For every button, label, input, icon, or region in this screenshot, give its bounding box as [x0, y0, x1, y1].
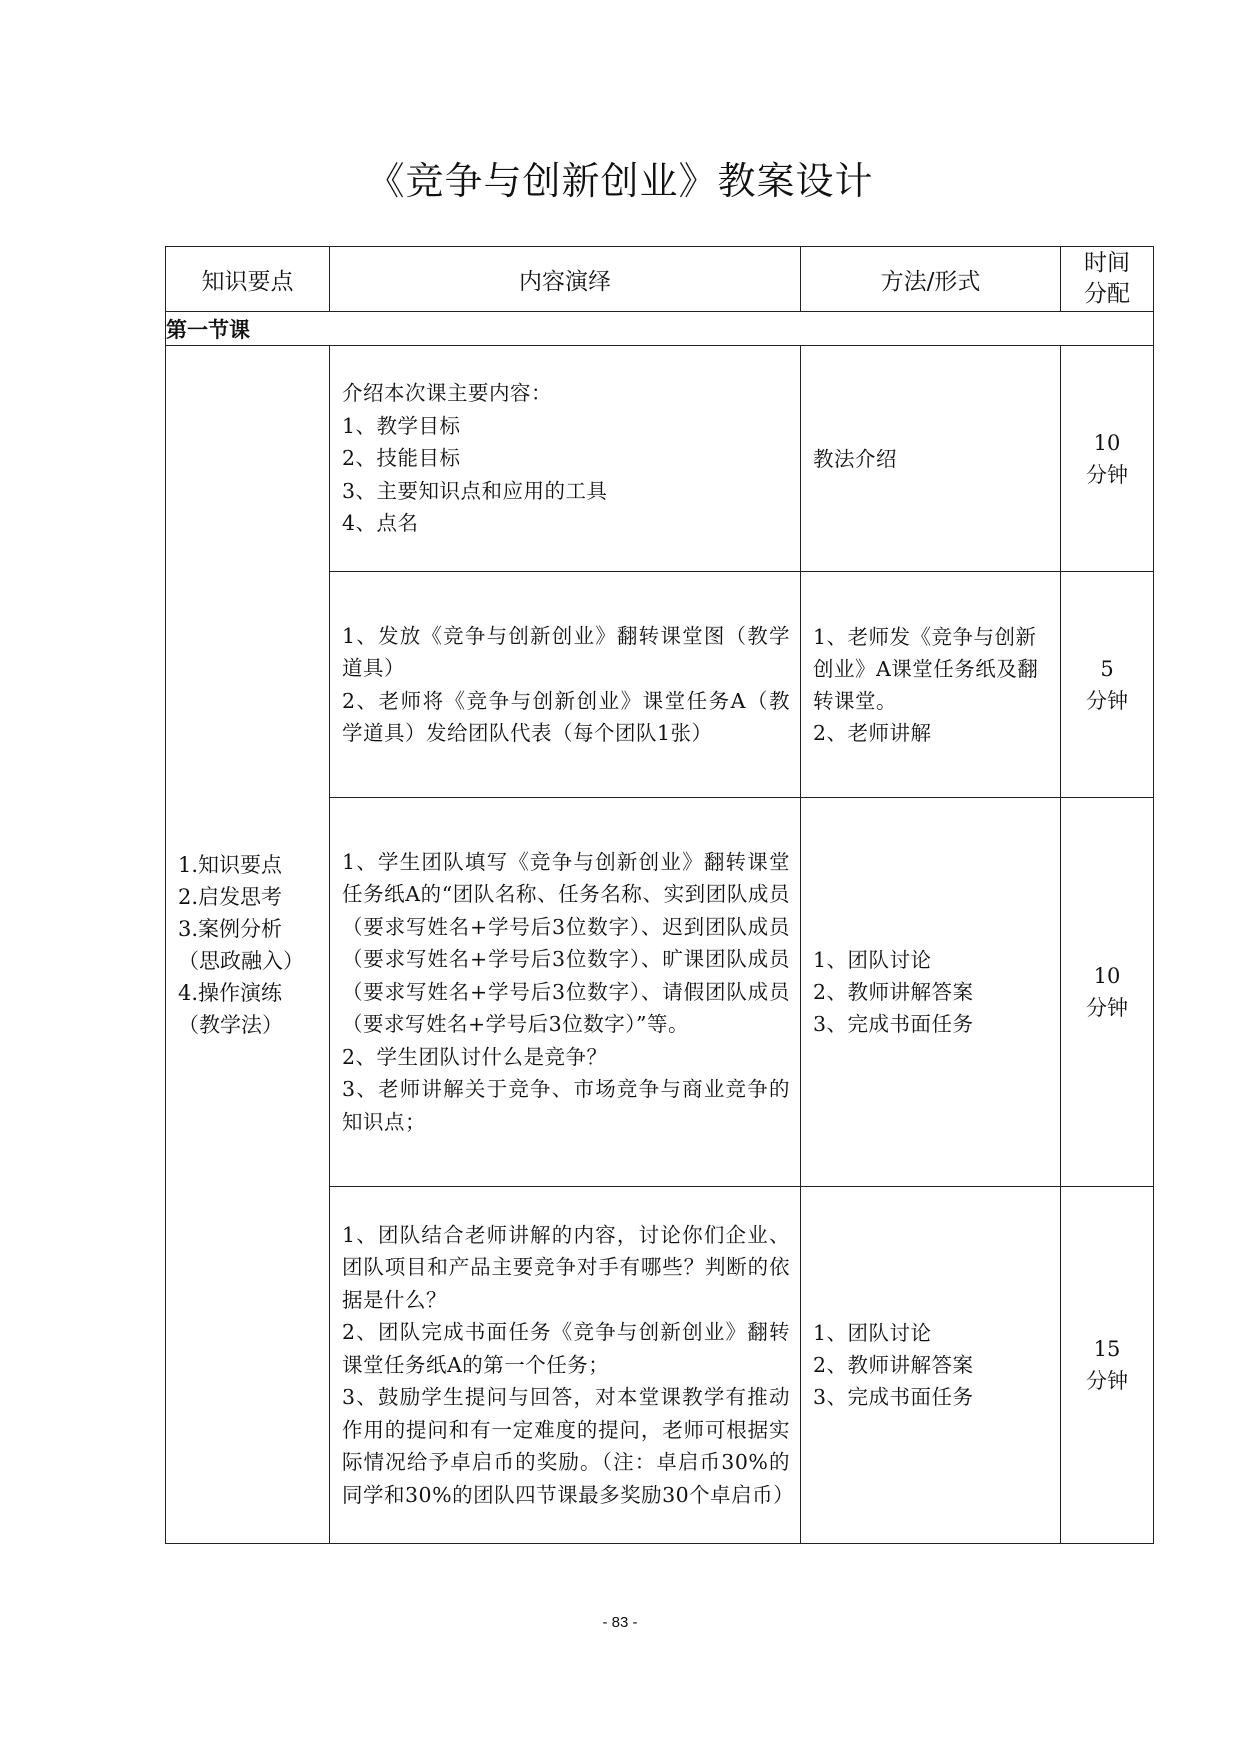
page-number: - 83 - [602, 1614, 638, 1631]
content-line: 3、主要知识点和应用的工具 [342, 478, 608, 503]
method-line: 教法介绍 [813, 446, 897, 471]
content-line: 2、团队完成书面任务《竞争与创新创业》翻转课堂任务纸A的第一个任务； [342, 1320, 790, 1377]
header-time [1061, 247, 1154, 312]
knowledge-point: （思政融入） [178, 948, 304, 973]
header-time-line2: 分配 [1084, 281, 1130, 307]
content-line: 4、点名 [342, 511, 419, 536]
knowledge-point: 2.启发思考 [178, 884, 283, 909]
time-unit: 分钟 [1086, 688, 1128, 713]
content-line: 3、鼓励学生提问与回答，对本堂课教学有推动作用的提问和有一定难度的提问，老师可根据实际情况给予卓启币的奖励。（注：卓启币30%的同学和30%的团队四节课最多奖励30个卓启币） [342, 1385, 795, 1507]
method-line: 1、团队讨论 [813, 948, 932, 972]
content-cell [330, 1187, 801, 1544]
header-time-line1: 时间 [1084, 250, 1130, 276]
table-header-row [166, 247, 1154, 312]
content-line: 2、老师将《竞争与创新创业》课堂任务A（教学道具）发给团队代表（每个团队1张） [342, 688, 790, 745]
time-value: 15 [1093, 1337, 1121, 1361]
method-line: 3、完成书面任务 [813, 1385, 974, 1409]
method-line: 3、完成书面任务 [813, 1012, 974, 1036]
header-knowledge: 知识要点 [166, 247, 330, 312]
time-cell [1061, 346, 1154, 572]
content-cell [330, 798, 801, 1187]
method-line: 2、老师讲解 [813, 720, 932, 745]
time-unit: 分钟 [1086, 996, 1128, 1020]
section-label: 第一节课 [166, 312, 1154, 346]
method-line: 1、团队讨论 [813, 1321, 932, 1345]
method-line: 2、教师讲解答案 [813, 980, 974, 1004]
header-content: 内容演绎 [330, 247, 801, 312]
content-line: 3、老师讲解关于竞争、市场竞争与商业竞争的知识点； [342, 1077, 790, 1134]
knowledge-point: （教学法） [178, 1012, 283, 1037]
content-line: 2、技能目标 [342, 446, 461, 471]
document-title: 《竞争与创新创业》教案设计 [366, 159, 874, 203]
method-cell [801, 346, 1061, 572]
time-unit: 分钟 [1086, 462, 1128, 487]
method-line: 1、老师发《竞争与创新创业》A课堂任务纸及翻转课堂。 [813, 624, 1039, 713]
table-row [166, 346, 1154, 572]
time-cell [1061, 798, 1154, 1187]
knowledge-point: 4.操作演练 [178, 980, 283, 1005]
time-value: 10 [1093, 430, 1121, 455]
lesson-plan-table [165, 246, 1154, 1544]
knowledge-point: 3.案例分析 [178, 916, 283, 941]
content-line: 1、发放《竞争与创新创业》翻转课堂图（教学道具） [342, 623, 790, 680]
content-cell [330, 346, 801, 572]
content-cell [330, 572, 801, 798]
time-cell [1061, 572, 1154, 798]
header-method: 方法/形式 [801, 247, 1061, 312]
section-row [166, 312, 1154, 346]
method-line: 2、教师讲解答案 [813, 1353, 974, 1377]
time-value: 10 [1093, 964, 1121, 988]
method-cell [801, 572, 1061, 798]
time-cell [1061, 1187, 1154, 1544]
method-cell [801, 1187, 1061, 1544]
method-cell [801, 798, 1061, 1187]
knowledge-point: 1.知识要点 [178, 852, 283, 877]
content-line: 1、教学目标 [342, 413, 461, 438]
knowledge-points-cell [166, 346, 330, 1544]
content-line: 介绍本次课主要内容： [342, 381, 552, 406]
content-line: 1、学生团队填写《竞争与创新创业》翻转课堂任务纸A的“团队名称、任务名称、实到团队成员（要求写姓名+学号后3位数字）、迟到团队成员（要求写姓名+学号后3位数字）、旷课团队成员（要求写姓名+学号后3位数字）、请假团队成员（要求写姓名+学号后3位数字）”等。 [342, 849, 790, 1037]
time-value: 5 [1100, 656, 1114, 681]
content-line: 2、学生团队讨什么是竞争？ [342, 1044, 608, 1069]
content-line: 1、团队结合老师讲解的内容，讨论你们企业、团队项目和产品主要竞争对手有哪些？判断的依据是什么？ [342, 1222, 790, 1312]
time-unit: 分钟 [1086, 1369, 1128, 1393]
